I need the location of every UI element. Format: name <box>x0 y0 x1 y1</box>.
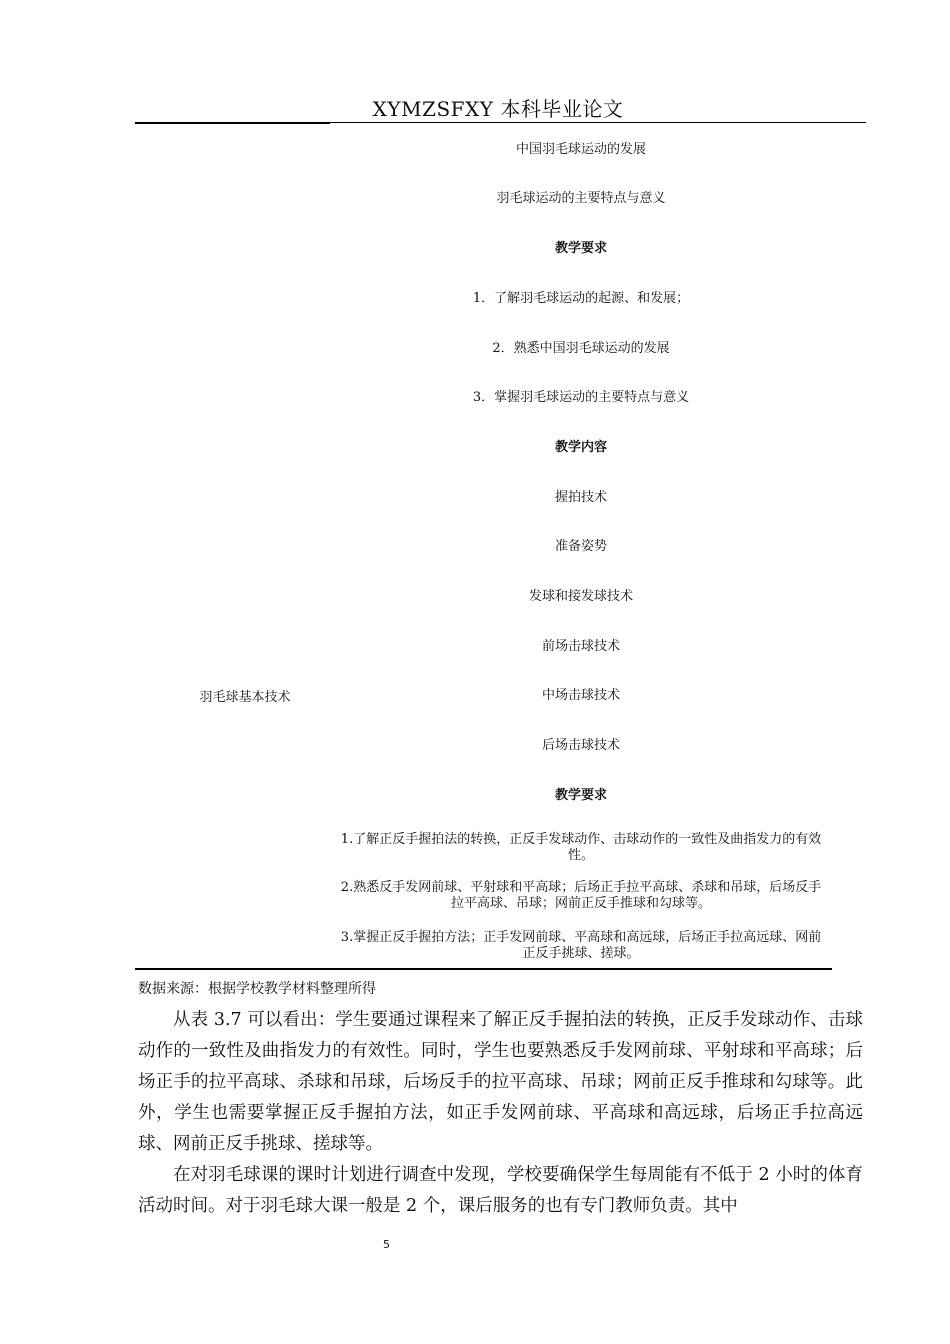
table-row: 中国羽毛球运动的发展 <box>515 142 646 157</box>
table-bottom-rule <box>135 968 832 970</box>
table-row-heading: 教学要求 <box>554 788 607 803</box>
source-note: 数据来源：根据学校教学材料整理所得 <box>138 981 376 997</box>
table-row: 羽毛球运动的主要特点与意义 <box>496 191 666 206</box>
table-row: 1．了解羽毛球运动的起源、和发展； <box>472 291 690 306</box>
curriculum-table <box>135 130 832 968</box>
page-number: 5 <box>383 1238 390 1251</box>
table-row: 2．熟悉中国羽毛球运动的发展 <box>492 341 670 356</box>
table-row-heading: 教学内容 <box>554 440 607 455</box>
table-right-cell <box>330 130 832 968</box>
body-paragraph: 在对羽毛球课的课时计划进行调查中发现，学校要确保学生每周能有不低于 2 小时的体育活动时间。对于羽毛球大课一般是 2 个，课后服务的也有专门教师负责。其中 <box>138 1165 863 1216</box>
header-rule-thin <box>330 122 866 123</box>
body-paragraph: 从表 3.7 可以看出：学生要通过课程来了解正反手握拍法的转换，正反手发球动作、击球动作的一致性及曲指发力的有效性。同时，学生也要熟悉反手发网前球、平射球和平高球；后场正手的拉平高球、杀球和吊球，后场反手的拉平高球、吊球；网前正反手推球和勾球等。此外，学生也需要掌握正反手握拍方法，如正手发网前球、平高球和高远球，后场正手拉高远球、网前正反手挑球、搓球等。 <box>138 1010 863 1154</box>
table-row: 后场击球技术 <box>541 738 620 753</box>
table-left-cell <box>135 130 330 968</box>
table-row: 3.掌握正反手握拍方法；正手发网前球、平高球和高远球，后场正手拉高远球、网前正反手挑球、搓球。 <box>340 930 822 961</box>
header-title: XYMZSFXY 本科毕业论文 <box>372 97 624 121</box>
table-row: 准备姿势 <box>554 539 607 554</box>
table-left-label: 羽毛球基本技术 <box>199 690 291 705</box>
header-rule-thick <box>135 122 330 124</box>
table-row-heading: 教学要求 <box>554 241 607 256</box>
table-row: 前场击球技术 <box>541 639 620 654</box>
table-row: 发球和接发球技术 <box>528 589 633 604</box>
table-row: 握拍技术 <box>554 490 607 505</box>
table-row: 2.熟悉反手发网前球、平射球和平高球；后场正手拉平高球、杀球和吊球，后场反手拉平高球、吊球；网前正反手推球和勾球等。 <box>340 880 822 911</box>
table-row: 1.了解正反手握拍法的转换，正反手发球动作、击球动作的一致性及曲指发力的有效性。 <box>340 832 822 863</box>
table-row: 中场击球技术 <box>541 688 620 703</box>
table-row: 3．掌握羽毛球运动的主要特点与意义 <box>472 390 690 405</box>
